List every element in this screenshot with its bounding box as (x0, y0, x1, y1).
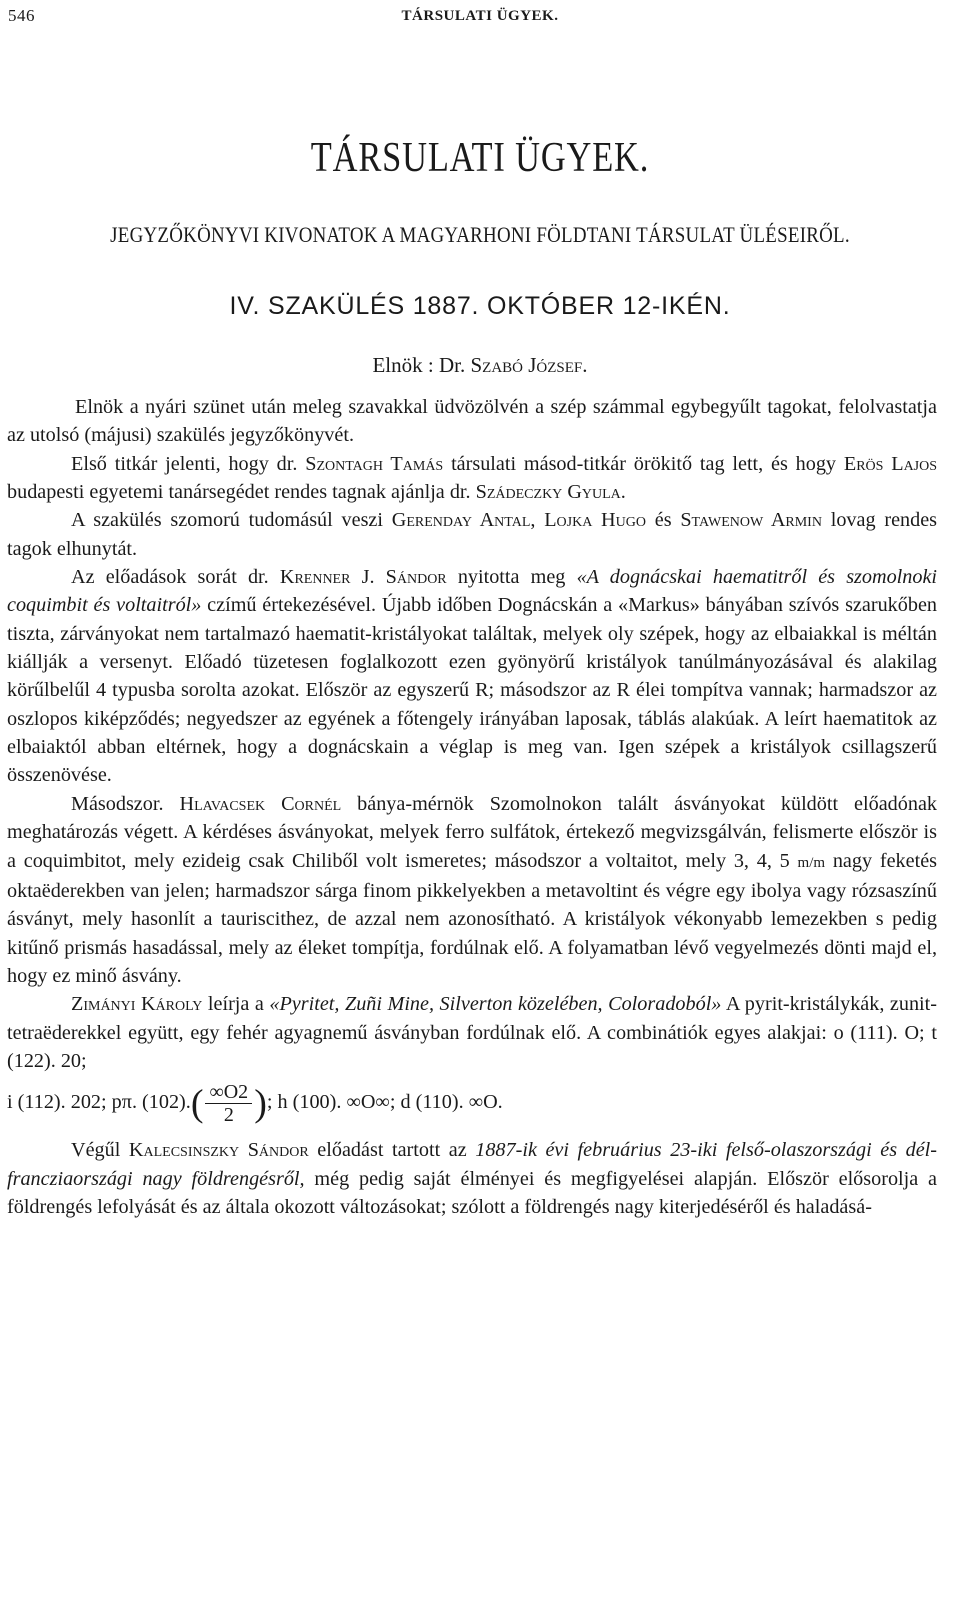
running-title: TÁRSULATI ÜGYEK. (401, 8, 559, 24)
chair-name: Szabó József. (470, 353, 588, 377)
p3-text-b: , (530, 509, 536, 532)
chair-line (0, 353, 960, 378)
p2-text-a: Első titkár jelenti, hogy dr. (71, 452, 298, 475)
lecture-title: «Pyritet, Zuñi Mine, Silverton közelében, Coloradoból» (269, 993, 722, 1016)
page-number: 546 (8, 6, 35, 25)
person-name: Stawenow Armin (680, 509, 822, 532)
person-name: Szádeczky Gyula (475, 481, 621, 504)
fraction-denominator: 2 (223, 1104, 234, 1127)
p4-text-c: czímű értekezésével. Újabb időben Dognácskán a «Markus» bányában szívós szarukőben tiszta, zárványokat nem tartalmazó haematit-kristályokat találtak, melyek oly szépek, hogy az elbaiakkal is méltán kiállják a versenyt. Előadó tüzetesen foglalkozott ezen gyönyörű kristályok tanúlmányozásával és alakilag körűlbelűl 4 typusba sorolta azokat. Először az egyszerű R; másodszor az R élei tompítva vannak; harmadszor az oszlopos kiképződés; negyedszer az egyének a főtengely irányában laposak, táblás alakúak. A leírt haematitok az elbaiaktól abban eltérnek, hogy a dognácskain a véglap is meg van. Igen szépek a kristályok csillagszerű összenövése. (7, 594, 937, 787)
person-name: Krenner J. Sándor (279, 566, 447, 589)
p3-text-d: lovag rendes tagok elhunytát. (7, 509, 938, 560)
body-text (7, 393, 937, 1221)
person-name: Szontagh Tamás (305, 452, 444, 475)
paragraph-5 (7, 790, 937, 990)
p4-text-a: Az előadások sorát dr. (71, 566, 269, 589)
p7-text-b: előadást tartott az (317, 1139, 467, 1162)
section-title: TÁRSULATI ÜGYEK. (310, 135, 650, 181)
formula-fraction (205, 1081, 252, 1126)
formula-left: i (112). 202; pπ. (102). (7, 1091, 191, 1114)
lecture-title: 1887-ik évi februárius 23-iki felső-olaszországi és dél-francziaországi nagy földrengésről, (7, 1139, 937, 1190)
crystal-formula (7, 1081, 937, 1126)
p7-text-a: Végűl (71, 1139, 121, 1162)
p4-text-b: nyitotta meg (457, 566, 566, 589)
p5-text-a: Másodszor. (71, 792, 164, 815)
running-header (0, 6, 960, 32)
paragraph-1 (7, 393, 937, 450)
p3-text-c: és (654, 509, 672, 532)
p2-text-c: budapesti egyetemi tanársegédet rendes tagnak ajánlja dr. (7, 481, 471, 504)
lecture-title: «A dognácskai haematitről és szomolnoki coquimbit és voltaitról» (7, 566, 938, 617)
p2-text-b: társulati másod-titkár örökitő tag lett, és hogy (451, 452, 837, 475)
fraction-numerator: ∞O2 (205, 1081, 252, 1104)
paren-open: ( (190, 1082, 204, 1125)
paragraph-4 (7, 563, 937, 790)
person-name: Kalecsinszky Sándor (128, 1139, 309, 1162)
p7-text-c: még pedig saját élményei és megfigyelései alapján. Először elősorolja a földrengés lefolyását és az általa okozott változásokat; szólott a földrengés nagy kiterjedéséről és haladásá- (7, 1167, 938, 1218)
p3-text-a: A szakülés szomorú tudomásúl veszi (71, 509, 383, 532)
person-name: Gerenday Antal (391, 509, 531, 532)
session-heading: IV. SZAKÜLÉS 1887. OKTÓBER 12-IKÉN. (229, 292, 731, 320)
chair-label: Elnök : Dr. (372, 353, 466, 377)
person-name: Lojka Hugo (544, 509, 646, 532)
paragraph-7 (7, 1136, 937, 1221)
paren-close: ) (254, 1082, 267, 1125)
p5-text-c: nagy feketés oktaëderekben van jelen; harmadszor sárga finom pikkelyekben a metavoltint és végre egy ibolya vagy rózsaszínű ásványt, mely hasonlít a tauriscithez, de azzal nem azonosítható. A kristályok vékonyabb lemezekben s pedig kitűnő prismás hasadással, mely az éleket tompítja, fordúlnak elő. A folyamatban lévő vegyelmezés dönti majd el, hogy ez minő ásvány. (7, 849, 938, 987)
paragraph-2 (7, 450, 937, 507)
section-subtitle: JEGYZŐKÖNYVI KIVONATOK A MAGYARHONI FÖLDTANI TÁRSULAT ÜLÉSEIRŐL. (110, 222, 850, 247)
p6-text-a: leírja a (207, 993, 264, 1016)
p2-text-d: . (620, 481, 626, 504)
person-name: Erös Lajos (843, 452, 938, 475)
formula-right: ; h (100). ∞O∞; d (110). ∞O. (266, 1091, 503, 1114)
person-name: Zimányi Károly (71, 993, 203, 1016)
person-name: Hlavacsek Cornél (179, 792, 342, 815)
paragraph-6 (7, 990, 937, 1126)
paragraph-3 (7, 506, 937, 563)
unit-mm: m/m (797, 854, 826, 871)
p5-text-b: bánya-mérnök Szomolnokon talált ásványokat küldött előadónak meghatározás végett. A kérdéses ásványokat, melyek ferro sulfátok, értekező megvizsgálván, felismerte először is a coquimbitot, mely ezideig csak Chiliből volt ismeretes; másodszor a voltaitot, mely 3, 4, 5 (7, 792, 937, 872)
p1-text: Elnök a nyári szünet után meleg szavakkal üdvözölvén a szép számmal egybegyűlt tagokat, felolvastatja az utolsó (májusi) szakülés jegyzőkönyvét. (7, 396, 937, 447)
p6-text-b: A pyrit-kristálykák, zunit-tetraëderekkel együtt, egy fehér agyagnemű ásványban fordúlnak elő. A combinátiók egyes alakjai: o (111). O; t (122). 20; (7, 993, 938, 1072)
